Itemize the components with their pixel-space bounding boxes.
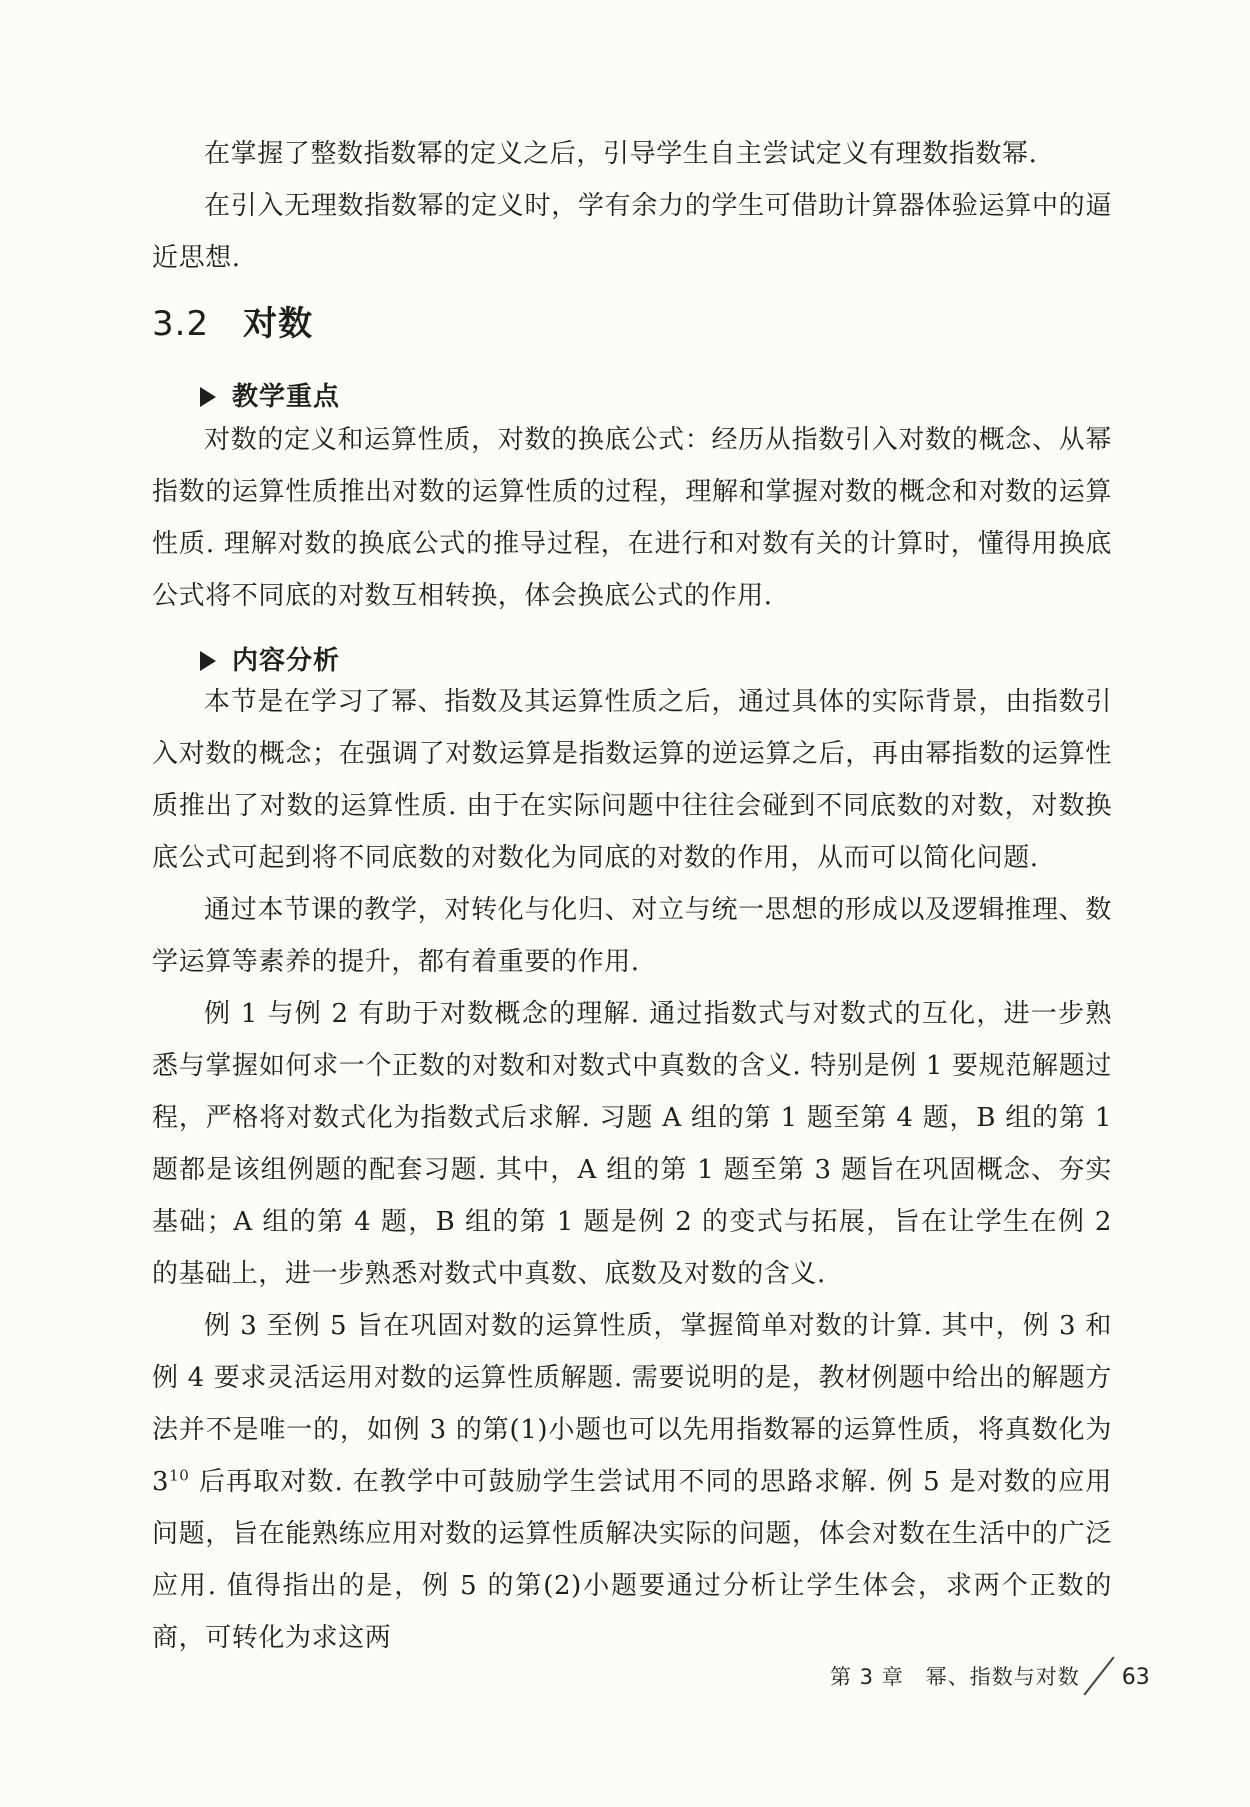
page-footer [830, 1652, 1150, 1700]
paragraph-teaching-focus: 对数的定义和运算性质，对数的换底公式：经历从指数引入对数的概念、从幂指数的运算性质推出对数的运算性质的过程，理解和掌握对数的概念和对数的运算性质. 理解对数的换底公式的推导过程，在进行和对数有关的计算时，懂得用换底公式将不同底的对数互相转换，体会换底公式的作用. [152, 425, 1112, 611]
section-number: 3.2 [152, 304, 210, 344]
subheading-content-analysis [200, 640, 340, 677]
page-number: 63 [1121, 1665, 1150, 1690]
exponent: 10 [169, 1466, 190, 1485]
section-title: 对数 [243, 304, 314, 344]
paragraph-analysis-4-part-b: 后再取对数. 在教学中可鼓励学生尝试用不同的思路求解. 例 5 是对数的应用问题，旨在能熟练应用对数的运算性质解决实际的问题，体会对数在生活中的广泛应用. 值得指出的是，例 5 的第(2)小题要通过分析让学生体会，求两个正数的商，可转化为求这两 [152, 1467, 1112, 1653]
paragraph-analysis-3: 例 1 与例 2 有助于对数概念的理解. 通过指数式与对数式的互化，进一步熟悉与掌握如何求一个正数的对数和对数式中真数的含义. 特别是例 1 要规范解题过程，严格将对数式化为指数式后求解. 习题 A 组的第 1 题至第 4 题，B 组的第 1 题都是该组例题的配套习题. 其中，A 组的第 1 题至第 3 题旨在巩固概念、夯实基础；A 组的第 4 题，B 组的第 1 题是例 2 的变式与拓展，旨在让学生在例 2 的基础上，进一步熟悉对数式中真数、底数及对数的含义. [152, 999, 1112, 1289]
triangle-bullet-icon [200, 651, 216, 671]
paragraph-intro-1: 在掌握了整数指数幂的定义之后，引导学生自主尝试定义有理数指数幂. [204, 139, 1038, 169]
chapter-title: 第 3 章 幂、指数与对数 [830, 1665, 1080, 1689]
paragraph-analysis-4 [152, 1300, 1112, 1664]
subheading-label: 内容分析 [232, 646, 341, 676]
subheading-label: 教学重点 [232, 382, 341, 412]
paragraph-analysis-2: 通过本节课的教学，对转化与化归、对立与统一思想的形成以及逻辑推理、数学运算等素养的提升，都有着重要的作用. [152, 895, 1112, 977]
subheading-teaching-focus [200, 376, 340, 413]
paragraph-analysis-1: 本节是在学习了幂、指数及其运算性质之后，通过具体的实际背景，由指数引入对数的概念；在强调了对数运算是指数运算的逆运算之后，再由幂指数的运算性质推出了对数的运算性质. 由于在实际问题中往往会碰到不同底数的对数，对数换底公式可起到将不同底数的对数化为同底的对数的作用，从而可以简化问题. [152, 687, 1112, 873]
paragraph-intro-2: 在引入无理数指数幂的定义时，学有余力的学生可借助计算器体验运算中的逼近思想. [152, 191, 1112, 273]
paragraph-analysis-4-part-a: 例 3 至例 5 旨在巩固对数的运算性质，掌握简单对数的计算. 其中，例 3 和例 4 要求灵活运用对数的运算性质解题. 需要说明的是，教材例题中给出的解题方法并不是唯一的，如例 3 的第(1)小题也可以先用指数幂的运算性质，将真数化为 3 [152, 1311, 1112, 1497]
section-heading [152, 296, 313, 345]
triangle-bullet-icon [200, 387, 216, 407]
footer-divider [1083, 1656, 1114, 1695]
